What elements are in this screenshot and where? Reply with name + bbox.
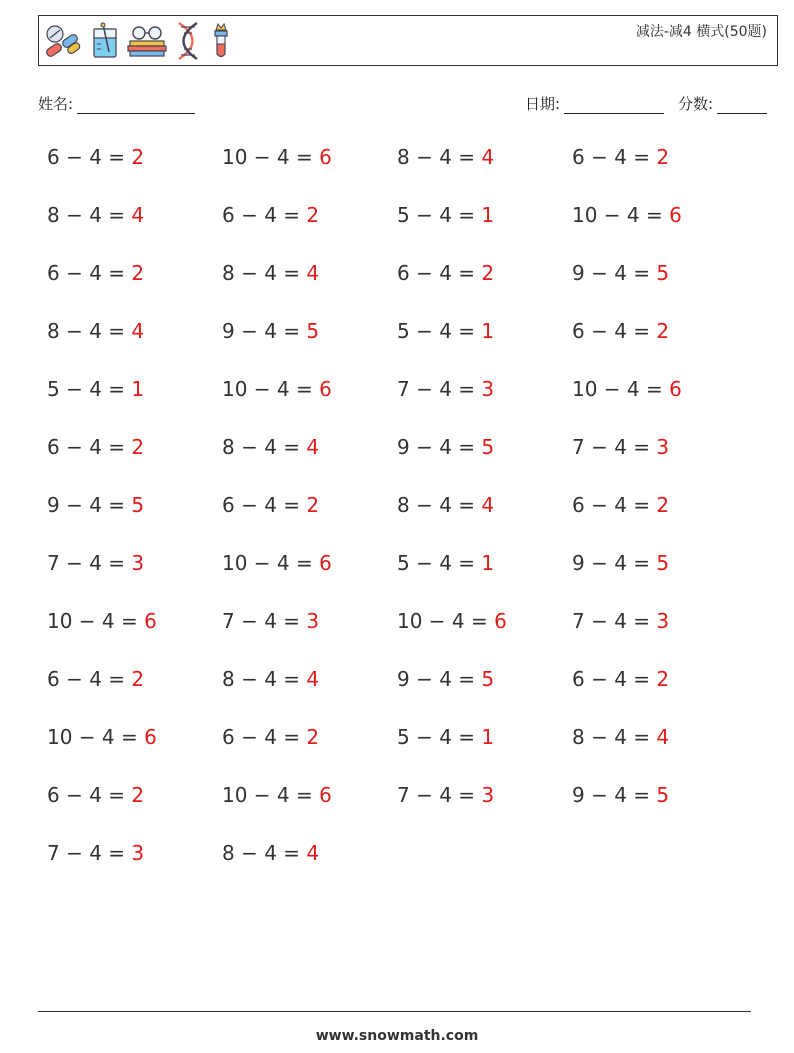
problem-question: 5 − 4 = bbox=[397, 203, 482, 227]
problem-answer: 6 bbox=[319, 145, 332, 169]
problem-answer: 1 bbox=[481, 551, 495, 575]
problem-answer: 6 bbox=[669, 203, 682, 227]
problem-item bbox=[222, 435, 319, 459]
problem-answer: 3 bbox=[481, 783, 495, 807]
problem-item bbox=[572, 435, 669, 459]
date-label: 日期: bbox=[525, 95, 561, 113]
problem-question: 10 − 4 = bbox=[222, 783, 320, 807]
problem-question: 6 − 4 = bbox=[47, 435, 132, 459]
problem-item bbox=[222, 551, 332, 575]
problem-question: 9 − 4 = bbox=[572, 783, 657, 807]
problem-question: 9 − 4 = bbox=[572, 261, 657, 285]
problem-item bbox=[222, 493, 319, 517]
problem-answer: 4 bbox=[131, 319, 145, 343]
problem-question: 7 − 4 = bbox=[47, 841, 132, 865]
problem-answer: 6 bbox=[319, 377, 332, 401]
problem-question: 6 − 4 = bbox=[47, 145, 132, 169]
problem-question: 10 − 4 = bbox=[222, 551, 320, 575]
problem-answer: 2 bbox=[481, 261, 495, 285]
problem-question: 8 − 4 = bbox=[222, 261, 307, 285]
problem-item bbox=[222, 319, 319, 343]
problem-item bbox=[572, 725, 669, 749]
problem-answer: 6 bbox=[144, 609, 157, 633]
test-tube-icon bbox=[209, 22, 233, 60]
problem-answer: 1 bbox=[481, 203, 495, 227]
beaker-icon bbox=[89, 22, 121, 60]
problem-item bbox=[47, 203, 144, 227]
problem-item bbox=[47, 319, 144, 343]
problem-answer: 2 bbox=[131, 145, 145, 169]
problem-answer: 2 bbox=[306, 203, 320, 227]
worksheet-title: 减法-减4 横式(50题) bbox=[635, 24, 767, 40]
problem-answer: 5 bbox=[306, 319, 320, 343]
problem-question: 10 − 4 = bbox=[572, 203, 670, 227]
name-label: 姓名: bbox=[38, 95, 74, 113]
problem-answer: 6 bbox=[319, 783, 332, 807]
problem-item bbox=[47, 435, 144, 459]
problem-item bbox=[572, 377, 682, 401]
problem-question: 8 − 4 = bbox=[222, 435, 307, 459]
problem-item bbox=[572, 667, 669, 691]
problem-question: 7 − 4 = bbox=[397, 783, 482, 807]
problem-question: 8 − 4 = bbox=[572, 725, 657, 749]
problem-item bbox=[222, 783, 332, 807]
problem-item bbox=[572, 145, 669, 169]
problem-item bbox=[47, 493, 144, 517]
problem-answer: 5 bbox=[656, 783, 670, 807]
problem-question: 10 − 4 = bbox=[222, 145, 320, 169]
problem-answer: 5 bbox=[656, 551, 670, 575]
problem-answer: 3 bbox=[131, 841, 145, 865]
problem-question: 8 − 4 = bbox=[222, 667, 307, 691]
problem-item bbox=[397, 667, 494, 691]
problem-question: 5 − 4 = bbox=[47, 377, 132, 401]
problem-question: 10 − 4 = bbox=[47, 609, 145, 633]
problem-answer: 6 bbox=[494, 609, 507, 633]
problem-item bbox=[397, 261, 494, 285]
icon-strip bbox=[43, 20, 233, 62]
problem-answer: 4 bbox=[481, 145, 495, 169]
problem-question: 10 − 4 = bbox=[222, 377, 320, 401]
problem-question: 6 − 4 = bbox=[47, 261, 132, 285]
problem-item bbox=[222, 145, 332, 169]
problem-question: 6 − 4 = bbox=[222, 725, 307, 749]
problem-answer: 3 bbox=[656, 435, 670, 459]
problem-answer: 6 bbox=[669, 377, 682, 401]
problem-item bbox=[572, 609, 669, 633]
problem-answer: 1 bbox=[481, 319, 495, 343]
problem-question: 10 − 4 = bbox=[572, 377, 670, 401]
name-blank[interactable] bbox=[77, 97, 195, 114]
problem-question: 6 − 4 = bbox=[222, 493, 307, 517]
problem-item bbox=[572, 493, 669, 517]
problem-answer: 2 bbox=[306, 493, 320, 517]
problem-item bbox=[397, 725, 494, 749]
problem-question: 7 − 4 = bbox=[572, 609, 657, 633]
problem-answer: 2 bbox=[656, 667, 670, 691]
problem-item bbox=[222, 667, 319, 691]
problem-item bbox=[47, 667, 144, 691]
problem-question: 9 − 4 = bbox=[397, 667, 482, 691]
score-label: 分数: bbox=[678, 95, 714, 113]
problem-answer: 2 bbox=[656, 145, 670, 169]
problem-item bbox=[572, 203, 682, 227]
problem-item bbox=[47, 261, 144, 285]
problem-question: 8 − 4 = bbox=[397, 493, 482, 517]
problem-answer: 3 bbox=[306, 609, 320, 633]
problem-item bbox=[222, 203, 319, 227]
problem-question: 5 − 4 = bbox=[397, 319, 482, 343]
problem-item bbox=[222, 377, 332, 401]
problem-answer: 5 bbox=[131, 493, 145, 517]
student-fields bbox=[0, 93, 794, 117]
problem-question: 8 − 4 = bbox=[222, 841, 307, 865]
problem-item bbox=[397, 551, 494, 575]
problem-question: 9 − 4 = bbox=[572, 551, 657, 575]
problem-answer: 3 bbox=[481, 377, 495, 401]
problem-item bbox=[222, 609, 319, 633]
problem-answer: 2 bbox=[656, 319, 670, 343]
problem-question: 6 − 4 = bbox=[47, 783, 132, 807]
footer-url: www.snowmath.com bbox=[315, 1028, 479, 1044]
problem-question: 7 − 4 = bbox=[572, 435, 657, 459]
problem-item bbox=[397, 493, 494, 517]
problem-answer: 2 bbox=[131, 783, 145, 807]
worksheet-header bbox=[38, 15, 778, 66]
problem-item bbox=[572, 551, 669, 575]
score-blank[interactable] bbox=[717, 97, 767, 114]
problem-answer: 5 bbox=[481, 667, 495, 691]
problem-answer: 4 bbox=[656, 725, 670, 749]
problem-item bbox=[47, 145, 144, 169]
problem-item bbox=[222, 725, 319, 749]
problem-answer: 6 bbox=[319, 551, 332, 575]
problem-question: 6 − 4 = bbox=[572, 145, 657, 169]
problem-item bbox=[397, 783, 494, 807]
problem-question: 7 − 4 = bbox=[397, 377, 482, 401]
problem-item bbox=[47, 725, 157, 749]
problem-answer: 4 bbox=[306, 261, 320, 285]
date-field bbox=[525, 93, 664, 114]
problem-answer: 5 bbox=[481, 435, 495, 459]
dna-icon bbox=[173, 21, 203, 61]
problem-answer: 2 bbox=[131, 667, 145, 691]
problem-answer: 4 bbox=[131, 203, 145, 227]
problem-item bbox=[222, 841, 319, 865]
problem-item bbox=[47, 551, 144, 575]
problem-question: 7 − 4 = bbox=[47, 551, 132, 575]
problem-question: 5 − 4 = bbox=[397, 725, 482, 749]
problem-question: 8 − 4 = bbox=[397, 145, 482, 169]
problem-question: 6 − 4 = bbox=[572, 667, 657, 691]
problem-question: 6 − 4 = bbox=[47, 667, 132, 691]
problem-item bbox=[397, 145, 494, 169]
problem-item bbox=[572, 783, 669, 807]
problem-item bbox=[47, 841, 144, 865]
problem-answer: 1 bbox=[131, 377, 145, 401]
problem-question: 9 − 4 = bbox=[397, 435, 482, 459]
problem-item bbox=[47, 783, 144, 807]
score-field bbox=[678, 93, 767, 114]
problem-item bbox=[47, 609, 157, 633]
problem-question: 5 − 4 = bbox=[397, 551, 482, 575]
problem-answer: 1 bbox=[481, 725, 495, 749]
problem-item bbox=[397, 609, 507, 633]
problem-question: 8 − 4 = bbox=[47, 203, 132, 227]
date-blank[interactable] bbox=[564, 97, 664, 114]
problem-answer: 2 bbox=[656, 493, 670, 517]
problem-question: 10 − 4 = bbox=[47, 725, 145, 749]
name-field bbox=[38, 93, 195, 114]
problem-item bbox=[397, 377, 494, 401]
problem-item bbox=[47, 377, 144, 401]
problem-question: 6 − 4 = bbox=[397, 261, 482, 285]
problem-item bbox=[397, 435, 494, 459]
problem-answer: 4 bbox=[306, 667, 320, 691]
footer-divider bbox=[38, 1011, 751, 1012]
problem-item bbox=[572, 319, 669, 343]
problem-answer: 3 bbox=[131, 551, 145, 575]
problem-question: 7 − 4 = bbox=[222, 609, 307, 633]
problem-question: 9 − 4 = bbox=[47, 493, 132, 517]
problem-question: 6 − 4 = bbox=[572, 319, 657, 343]
problem-answer: 5 bbox=[656, 261, 670, 285]
problem-item bbox=[222, 261, 319, 285]
problem-question: 10 − 4 = bbox=[397, 609, 495, 633]
problem-answer: 4 bbox=[306, 841, 320, 865]
problem-answer: 2 bbox=[131, 435, 145, 459]
problem-question: 6 − 4 = bbox=[222, 203, 307, 227]
problem-answer: 3 bbox=[656, 609, 670, 633]
problem-answer: 6 bbox=[144, 725, 157, 749]
glasses-books-icon bbox=[127, 23, 167, 59]
problem-question: 9 − 4 = bbox=[222, 319, 307, 343]
problem-item bbox=[397, 203, 494, 227]
problem-answer: 4 bbox=[481, 493, 495, 517]
problem-answer: 2 bbox=[306, 725, 320, 749]
pills-icon bbox=[43, 23, 83, 59]
problem-item bbox=[572, 261, 669, 285]
problem-item bbox=[397, 319, 494, 343]
problem-answer: 4 bbox=[306, 435, 320, 459]
problem-question: 8 − 4 = bbox=[47, 319, 132, 343]
problem-answer: 2 bbox=[131, 261, 145, 285]
problem-question: 6 − 4 = bbox=[572, 493, 657, 517]
